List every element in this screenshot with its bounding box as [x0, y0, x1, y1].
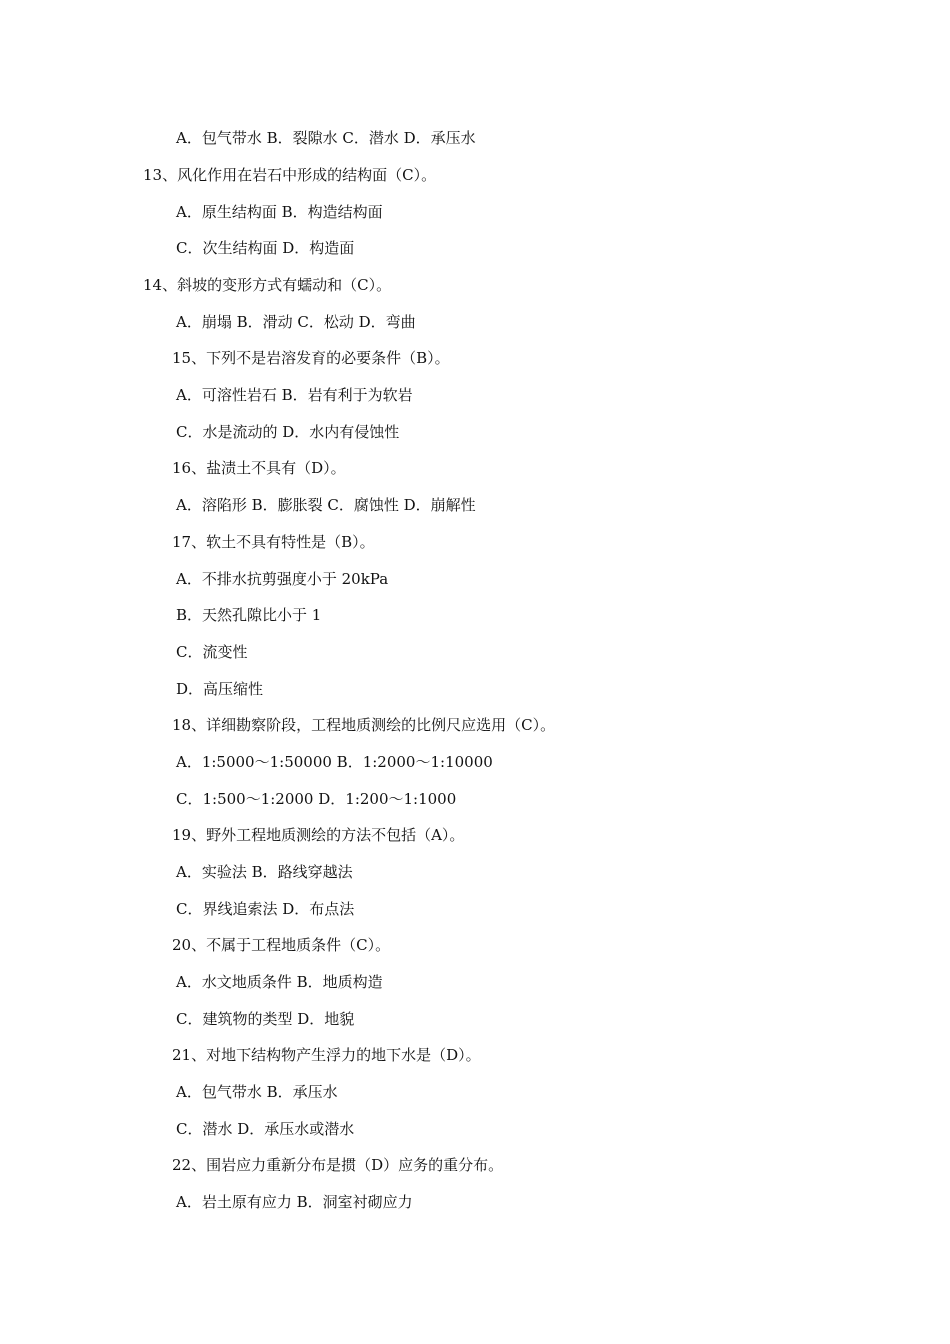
question-16: 16、盐渍土不具有（D）。: [172, 459, 346, 477]
options-line: A．包气带水 B．裂隙水 C．潜水 D．承压水: [176, 129, 476, 147]
question-17: 17、软土不具有特性是（B）。: [172, 533, 375, 551]
options-line: A．包气带水 B．承压水: [176, 1083, 338, 1101]
options-line: C．界线追索法 D．布点法: [176, 900, 355, 918]
question-22: 22、围岩应力重新分布是掼（D）应务的重分布。: [172, 1156, 504, 1174]
options-line: A．可溶性岩石 B．岩有利于为软岩: [176, 386, 413, 404]
question-21: 21、对地下结构物产生浮力的地下水是（D）。: [172, 1046, 481, 1064]
question-13: 13、风化作用在岩石中形成的结构面（C）。: [143, 166, 437, 184]
question-19: 19、野外工程地质测绘的方法不包括（A）。: [172, 826, 465, 844]
options-line: A．不排水抗剪强度小于 20kPa: [176, 570, 389, 588]
options-line: A．水文地质条件 B．地质构造: [176, 973, 383, 991]
question-14: 14、斜坡的变形方式有蠕动和（C）。: [143, 276, 392, 294]
question-18: 18、详细勘察阶段，工程地质测绘的比例尺应选用（C）。: [172, 716, 556, 734]
options-line: A．原生结构面 B．构造结构面: [176, 203, 383, 221]
options-line: C．建筑物的类型 D．地貌: [176, 1010, 355, 1028]
options-line: A．崩塌 B．滑动 C．松动 D．弯曲: [176, 313, 416, 331]
options-line: A．岩土原有应力 B．洞室衬砌应力: [176, 1193, 413, 1211]
options-line: D．高压缩性: [176, 680, 264, 698]
options-line: A．实验法 B．路线穿越法: [176, 863, 353, 881]
options-line: A．1:5000～1:50000 B．1:2000～1:10000: [176, 753, 493, 771]
options-line: C．潜水 D．承压水或潜水: [176, 1120, 355, 1138]
options-line: C．1:500～1:2000 D．1:200～1:1000: [176, 790, 457, 808]
question-15: 15、下列不是岩溶发育的必要条件（B）。: [172, 349, 450, 367]
options-line: C．流变性: [176, 643, 248, 661]
options-line: B．天然孔隙比小于 1: [176, 606, 322, 624]
options-line: A．溶陷形 B．膨胀裂 C．腐蚀性 D．崩解性: [176, 496, 476, 514]
question-20: 20、不属于工程地质条件（C）。: [172, 936, 391, 954]
options-line: C．水是流动的 D．水内有侵蚀性: [176, 423, 400, 441]
options-line: C．次生结构面 D．构造面: [176, 239, 355, 257]
